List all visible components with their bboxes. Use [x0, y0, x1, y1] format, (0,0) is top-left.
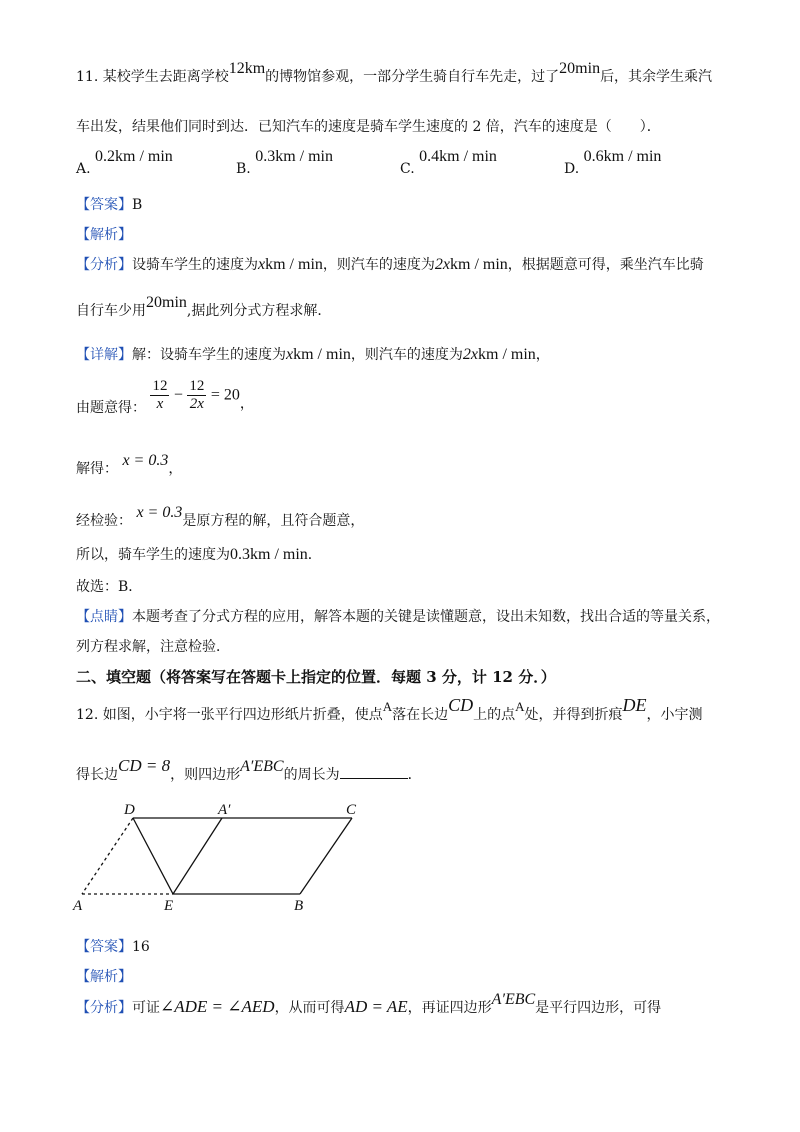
- segment-de: [133, 818, 173, 894]
- punctuation: ．: [407, 767, 422, 783]
- fenxi-text: ,据此列分式方程求解．: [186, 303, 332, 319]
- q11-line1: [76, 60, 713, 86]
- check-text: 是原方程的解，且符合题意，: [182, 513, 365, 529]
- math-unit: km / min: [450, 256, 508, 273]
- analysis-tag: 【解析】: [76, 969, 132, 985]
- time-value: 20min: [146, 294, 187, 311]
- label-a-prime: A′: [218, 802, 231, 818]
- q11-equation: [76, 378, 254, 416]
- q11-comment-line2: 列方程求解，注意检验．: [76, 639, 230, 655]
- choose-line: 故选：B．: [76, 579, 143, 595]
- math-expression: CD = 8: [118, 756, 171, 775]
- math-var: x: [286, 346, 294, 363]
- fenxi-text: 设骑车学生的速度为: [132, 257, 258, 273]
- q12-text: ，则四边形: [170, 767, 241, 783]
- punctuation: ，: [239, 395, 254, 412]
- option-letter: B.: [236, 161, 251, 177]
- segment-label: DE: [622, 695, 647, 715]
- answer-value: B: [132, 197, 143, 213]
- math-unit: km / min: [293, 346, 351, 363]
- answer-tag: 【答案】: [76, 939, 132, 955]
- fenxi-tag: 【分析】: [76, 257, 132, 273]
- fraction: [150, 378, 169, 413]
- q11-check: [76, 504, 365, 529]
- option-value: 0.2km / min: [95, 148, 173, 165]
- q11-solve: [76, 452, 183, 477]
- analysis-tag: 【解析】: [76, 227, 132, 243]
- option-letter: C.: [400, 161, 415, 177]
- option-b: [236, 148, 333, 177]
- q12-text: 落在长边: [392, 707, 449, 723]
- q11-text: 后，其余学生乘汽: [600, 69, 713, 85]
- question-number: 11.: [76, 69, 99, 85]
- fenxi-text: ，再证四边形: [407, 1000, 492, 1016]
- q12-line2: [76, 756, 422, 784]
- figure-lines: [82, 818, 352, 894]
- q12-answer: [76, 938, 150, 956]
- fenxi-text: 可证: [132, 1000, 160, 1016]
- q12-line1: [76, 695, 703, 724]
- q11-fenxi-line2: [76, 294, 332, 320]
- fraction: [187, 378, 206, 413]
- option-letter: A.: [76, 161, 91, 177]
- detail-text: ，: [535, 347, 550, 363]
- q12-text: 处，并得到折痕: [524, 707, 623, 723]
- solve-label: 解得：: [76, 461, 118, 477]
- label-d: D: [124, 802, 135, 818]
- conclusion-text: ．: [307, 547, 322, 563]
- segment-cb: [300, 818, 352, 894]
- option-c: [400, 148, 497, 177]
- fenxi-tag: 【分析】: [76, 1000, 132, 1016]
- comment-tag: 【点睛】: [76, 609, 132, 625]
- math-expression: x = 0.3: [136, 504, 183, 521]
- denominator: 2x: [189, 396, 204, 412]
- q11-fenxi-line1: [76, 256, 704, 274]
- option-a: [76, 148, 173, 177]
- minus-sign: −: [173, 386, 183, 404]
- q12-fenxi-line: [76, 991, 662, 1017]
- q12-text: ，小宇测: [646, 707, 703, 723]
- fenxi-text: ，从而可得: [274, 1000, 345, 1016]
- label-b: B: [294, 898, 304, 914]
- q11-line2: 车出发，结果他们同时到达．已知汽车的速度是骑车学生速度的 2 倍，汽车的速度是（ ）．: [76, 119, 661, 135]
- segment-label: CD: [448, 695, 474, 715]
- numerator: 12: [189, 378, 205, 394]
- math-unit: km / min: [265, 256, 323, 273]
- math-var: 2x: [462, 346, 478, 363]
- label-c: C: [346, 802, 357, 818]
- math-expression: x = 0.3: [122, 452, 169, 469]
- math-unit: km / min: [478, 346, 536, 363]
- q11-text: 的博物馆参观，一部分学生骑自行车先走，过了: [265, 69, 560, 85]
- q11-text: 某校学生去距离学校: [102, 69, 229, 85]
- segment-da-dashed: [82, 818, 133, 894]
- answer-tag: 【答案】: [76, 197, 132, 213]
- equation-rhs: = 20: [210, 386, 240, 404]
- quad-label: A′EBC: [240, 758, 284, 775]
- detail-text: ，则汽车的速度为: [350, 347, 463, 363]
- q12-text: 的周长为: [283, 767, 340, 783]
- answer-value: 16: [132, 939, 150, 955]
- quad-label: A′EBC: [491, 991, 536, 1008]
- math-var: 2x: [434, 256, 450, 273]
- distance-value: 12km: [228, 60, 266, 77]
- time-value: 20min: [559, 60, 601, 77]
- q11-comment-line1: [76, 608, 720, 626]
- conclusion-text: 所以，骑车学生的速度为: [76, 547, 230, 563]
- option-value: 0.4km / min: [419, 148, 497, 165]
- label-e: E: [164, 898, 174, 914]
- option-value: 0.3km / min: [255, 148, 333, 165]
- math-unit: 0.3km / min: [230, 546, 308, 563]
- equation-label: 由题意得：: [76, 399, 146, 416]
- numerator: 12: [152, 378, 168, 394]
- check-label: 经检验：: [76, 513, 132, 529]
- fenxi-text: 自行车少用: [76, 303, 146, 319]
- punctuation: ，: [168, 461, 183, 477]
- detail-tag: 【详解】: [76, 347, 132, 363]
- option-value: 0.6km / min: [583, 148, 662, 165]
- parallelogram-figure: [0, 796, 800, 926]
- comment-text: 本题考查了分式方程的应用，解答本题的关键是读懂题意，设出未知数，找出合适的等量关系，: [132, 609, 720, 625]
- answer-blank: [340, 764, 408, 779]
- detail-text: 解：设骑车学生的速度为: [132, 347, 286, 363]
- option-letter: D.: [564, 161, 580, 177]
- math-expression: ∠ADE = ∠AED: [160, 997, 275, 1016]
- fenxi-text: 是平行四边形，可得: [535, 1000, 662, 1016]
- point-label: A: [382, 699, 393, 714]
- q11-conclusion: [76, 546, 322, 564]
- math-var: x: [258, 256, 266, 273]
- q12-text: 上的点: [473, 707, 516, 723]
- point-label: A: [515, 699, 525, 714]
- denominator: x: [156, 396, 164, 412]
- fenxi-text: ，根据题意可得，乘坐汽车比骑: [507, 257, 704, 273]
- q11-detail-line: [76, 346, 550, 364]
- section-title: 二、填空题（将答案写在答题卡上指定的位置．每题 3 分，计 12 分．）: [76, 668, 556, 686]
- q11-answer: [76, 196, 142, 214]
- math-expression: AD = AE: [344, 997, 408, 1016]
- label-a: A: [73, 898, 83, 914]
- fenxi-text: ，则汽车的速度为: [322, 257, 435, 273]
- q12-text: 得长边: [76, 767, 118, 783]
- option-d: [564, 148, 662, 177]
- q12-text: 12. 如图，小宇将一张平行四边形纸片折叠，使点: [76, 707, 383, 723]
- segment-a1e: [173, 818, 222, 894]
